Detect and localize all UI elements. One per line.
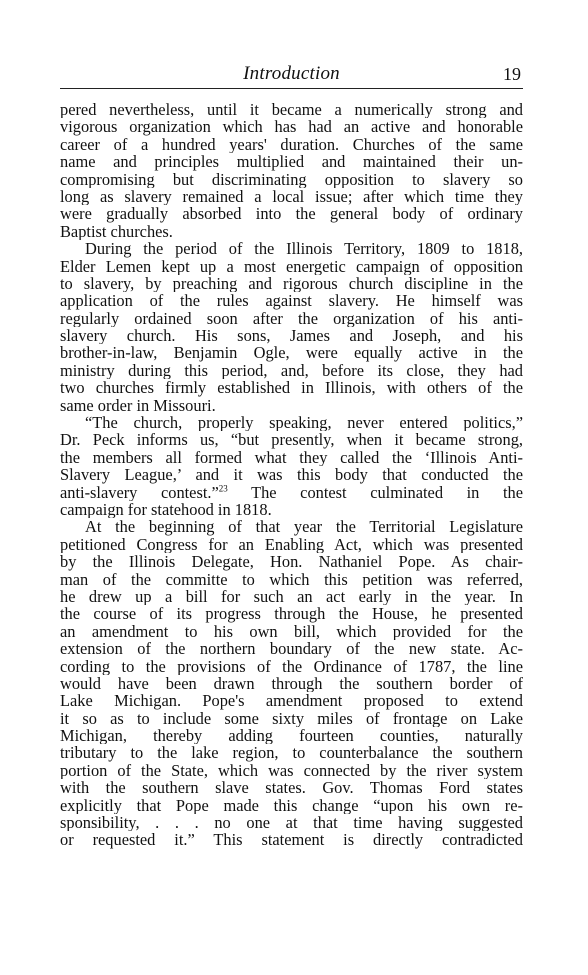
text-line: At the beginning of that year the Territorial Legislature [85,518,523,536]
text-line: were gradually absorbed into the general body of ordinary [60,205,523,223]
text-line: sponsibility, . . . no one at that time having suggested [60,814,523,832]
text-line: Michigan, thereby adding fourteen counties, naturally [60,727,523,745]
text-line: name and principles multiplied and maintained their un- [60,153,523,171]
footnote-reference: 23 [218,483,228,494]
text-line: he drew up a bill for such an act early in the year. In [60,587,523,606]
text-line: the course of its progress through the House, he presented [60,605,523,623]
text-line: slavery church. His sons, James and Joseph, and his [60,327,523,345]
text-line: Dr. Peck informs us, “but presently, when it became strong, [60,431,523,449]
text-line: petitioned Congress for an Enabling Act, which was presented [60,535,523,554]
body-text [60,101,523,849]
text-line: portion of the State, which was connected by the river system [60,761,523,780]
header-rule [60,88,523,89]
text-line: man of the committe to which this petition was referred, [60,570,523,588]
text-line: cording to the provisions of the Ordinance of 1787, the line [60,657,523,675]
text-line: compromising but discriminating opposition to slavery so [60,170,523,188]
text-line: or requested it.” This statement is directly contradicted [60,831,523,849]
text-line: ministry during this period, and, before its close, they had [60,361,523,380]
text-fragment: The contest culminated in the [251,483,523,501]
text-line: brother-in-law, Benjamin Ogle, were equally active in the [60,344,523,362]
page-number: 19 [503,64,521,84]
text-line: it so as to include some sixty miles of frontage on Lake [60,709,523,728]
text-line-with-footnote [60,484,523,501]
text-line: the members all formed what they called the ‘Illinois Anti- [60,448,523,467]
text-line: “The church, properly speaking, never entered politics,” [85,414,523,432]
text-line: to slavery, by preaching and rigorous church discipline in the [60,274,523,293]
text-line: Slavery League,’ and it was this body that conducted the [60,466,523,484]
text-line: extension of the northern boundary of the new state. Ac- [60,640,523,658]
running-head [60,62,523,86]
text-line: career of a hundred years' duration. Churches of the same [60,135,523,154]
text-line: regularly ordained soon after the organization of his anti- [60,309,523,328]
running-title: Introduction [243,63,340,84]
text-line: application of the rules against slavery. He himself was [60,292,523,310]
text-line: by the Illinois Delegate, Hon. Nathaniel Pope. As chair- [60,553,523,571]
text-line: would have been drawn through the southern border of [60,674,523,693]
text-line: two churches firmly established in Illinois, with others of the [60,379,523,397]
text-line: vigorous organization which has had an active and honorable [60,118,523,136]
text-line: Baptist churches. [60,222,173,241]
text-line: Elder Lemen kept up a most energetic campaign of opposition [60,257,523,275]
text-line: with the southern slave states. Gov. Thomas Ford states [60,779,523,797]
text-line: Lake Michigan. Pope's amendment proposed to extend [60,692,523,710]
text-line: tributary to the lake region, to counterbalance the southern [60,744,523,762]
text-line: explicitly that Pope made this change “upon his own re- [60,796,523,815]
text-fragment: anti-slavery contest.” [60,483,219,501]
text-line: long as slavery remained a local issue; after which time they [60,187,523,206]
text-line: pered nevertheless, until it became a numerically strong and [60,101,523,119]
text-line: same order in Missouri. [60,396,216,415]
text-line: campaign for statehood in 1818. [60,500,272,519]
text-line: an amendment to his own bill, which provided for the [60,622,523,641]
text-line: During the period of the Illinois Territory, 1809 to 1818, [85,240,523,258]
